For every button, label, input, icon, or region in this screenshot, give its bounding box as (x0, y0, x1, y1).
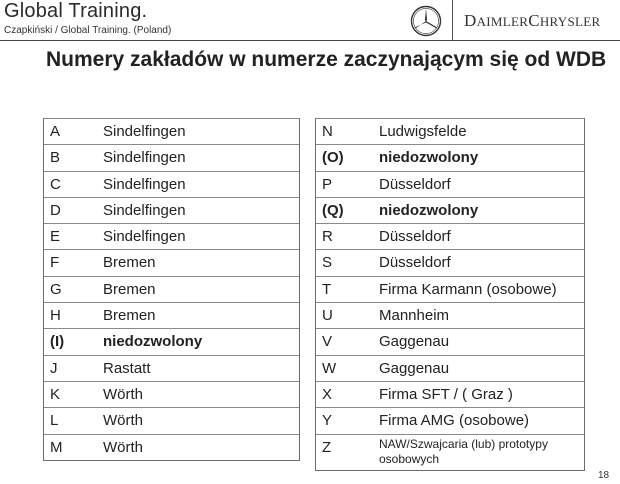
table-row (44, 381, 299, 407)
plant-name: Sindelfingen (103, 201, 186, 219)
plant-code: H (50, 307, 61, 325)
table-row (44, 171, 299, 197)
plant-name: Ludwigsfelde (379, 123, 467, 140)
plant-code: (I) (50, 333, 65, 351)
table-row (316, 144, 584, 170)
table-row (44, 118, 299, 144)
plant-name: Sindelfingen (103, 175, 186, 193)
brand-logo: DAIMLERCHRYSLER (464, 11, 601, 30)
plant-code: M (50, 438, 63, 456)
table-row (316, 118, 584, 144)
plant-code: R (322, 228, 333, 246)
plant-code: U (322, 307, 333, 325)
plant-name: Firma AMG (osobowe) (379, 412, 530, 430)
plant-name: Gaggenau (379, 359, 450, 377)
right-plant-table (315, 118, 585, 471)
plant-name: Mannheim (379, 307, 450, 325)
header-subtitle: Czapkiński / Global Training. (Poland) (4, 25, 172, 36)
plant-code: W (322, 359, 337, 377)
table-row (44, 434, 299, 460)
plant-code: Y (322, 412, 333, 430)
plant-code: B (50, 149, 61, 167)
plant-name: Sindelfingen (103, 149, 186, 167)
page-title: Numery zakładów w numerze zaczynającym się od WDB (46, 48, 607, 71)
header-title: Global Training. (4, 0, 148, 22)
plant-code: S (322, 254, 333, 272)
table-row (316, 276, 584, 302)
plant-code: L (50, 412, 59, 430)
plant-name: niedozwolony (379, 201, 479, 219)
plant-code: G (50, 280, 62, 298)
table-row (44, 328, 299, 354)
plant-name: Firma SFT / ( Graz ) (379, 385, 513, 403)
plant-name: Bremen (103, 307, 156, 325)
plant-name: Wörth (103, 412, 144, 430)
table-row (44, 355, 299, 381)
plant-code: F (50, 254, 60, 272)
plant-code: P (322, 175, 333, 193)
plant-code: N (322, 123, 333, 140)
table-row (316, 328, 584, 354)
table-row (316, 171, 584, 197)
plant-name: Bremen (103, 254, 156, 272)
plant-name: Düsseldorf (379, 228, 451, 246)
plant-code: X (322, 385, 333, 403)
plant-name: niedozwolony (103, 333, 203, 351)
plant-code: T (322, 280, 332, 298)
table-row (44, 144, 299, 170)
page-number: 18 (598, 470, 610, 481)
plant-name: Sindelfingen (103, 123, 186, 140)
brand-divider (452, 0, 453, 40)
plant-code: D (50, 201, 61, 219)
plant-name: Gaggenau (379, 333, 450, 351)
table-row (316, 407, 584, 433)
plant-name: Düsseldorf (379, 254, 451, 272)
table-row (316, 197, 584, 223)
plant-name: niedozwolony (379, 149, 479, 167)
plant-name: Bremen (103, 280, 156, 298)
table-row (44, 249, 299, 275)
plant-code: K (50, 385, 61, 403)
table-row (316, 381, 584, 407)
plant-name: Sindelfingen (103, 228, 186, 246)
plant-code: E (50, 228, 61, 246)
plant-name: Wörth (103, 385, 144, 403)
plant-name: Rastatt (103, 359, 151, 377)
table-row (316, 355, 584, 381)
plant-name: Wörth (103, 438, 144, 456)
table-row (44, 223, 299, 249)
plant-code: (Q) (322, 201, 344, 219)
table-row (44, 197, 299, 223)
plant-code: V (322, 333, 333, 351)
plant-name: Firma Karmann (osobowe) (379, 280, 557, 298)
plant-name: Düsseldorf (379, 175, 451, 193)
plant-code: C (50, 175, 61, 193)
table-row (44, 276, 299, 302)
table-row (316, 434, 584, 470)
table-row (316, 249, 584, 275)
plant-code: A (50, 123, 61, 140)
plant-name: NAW/Szwajcaria (lub) prototypy osobowych (379, 436, 548, 466)
table-row (316, 223, 584, 249)
left-plant-table (43, 118, 300, 461)
header-rule (0, 40, 620, 41)
table-row (44, 302, 299, 328)
plant-code: (O) (322, 149, 344, 167)
table-row (316, 302, 584, 328)
plant-code: Z (322, 438, 332, 456)
table-row (44, 407, 299, 433)
mercedes-star-icon (410, 5, 442, 37)
plant-code: J (50, 359, 58, 377)
